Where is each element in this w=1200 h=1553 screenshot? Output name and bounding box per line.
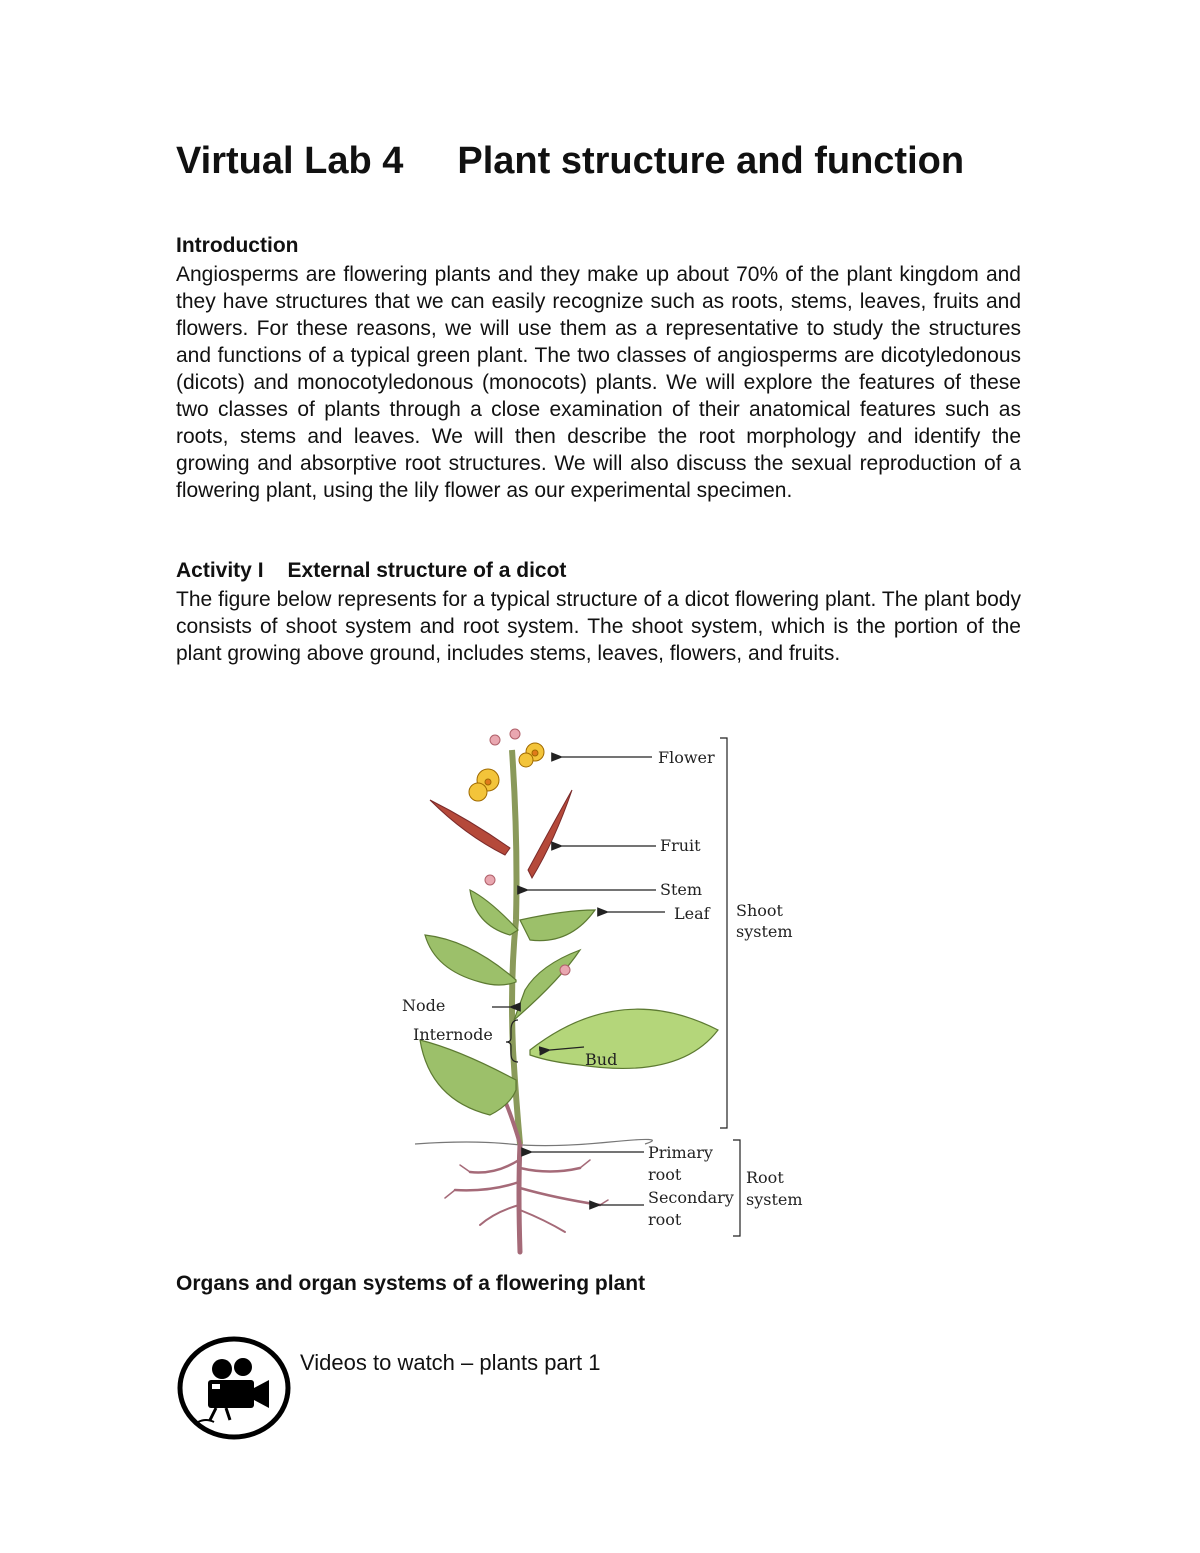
label-secondary-root-2: root [648,1210,682,1229]
label-shoot-system-1: Shoot [736,901,783,920]
activity-number: Activity I [176,559,264,582]
leaves-drawing [420,890,718,1115]
introduction-paragraph: Angiosperms are flowering plants and they make up about 70% of the plant kingdom and they have structures that we can easily recognize such as roots, stems, leaves, fruits and flowers. For these reasons, we will use them as a representative to study the structures and functions of a typical green plant. The two classes of angiosperms are dicotyledonous (dicots) and monocotyledonous (monocots) plants. We will explore the features of these two classes of plants through a close examination of their anatomical features such as roots, stems and leaves. We will then describe the root morphology and identify the growing and absorptive root structures. We will also discuss the sexual reproduction of a flowering plant, using the lily flower as our experimental specimen. [176,263,1021,502]
plant-diagram [380,720,820,1260]
label-secondary-root-1: Secondary [648,1188,734,1207]
videos-link[interactable]: Videos to watch – plants part 1 [300,1350,601,1375]
fruit-pods-drawing [430,790,572,878]
label-bud: Bud [585,1050,618,1069]
label-stem: Stem [660,880,703,899]
label-node: Node [402,996,446,1015]
figure-caption: Organs and organ systems of a flowering plant [176,1272,646,1295]
activity-paragraph: The figure below represents for a typical structure of a dicot flowering plant. The plant body consists of shoot system and root system. The shoot system, which is the portion of the plant growing above ground, includes stems, leaves, flowers, and fruits. [176,588,1021,665]
introduction-heading: Introduction [176,234,299,257]
title-topic: Plant structure and function [457,140,965,182]
label-fruit: Fruit [660,836,701,855]
label-flower: Flower [658,748,715,767]
activity-title: External structure of a dicot [287,559,567,582]
label-root-system-1: Root [746,1168,784,1187]
activity-heading [176,559,566,583]
page-title [176,140,964,183]
title-lab-number: Virtual Lab 4 [176,140,404,182]
label-root-system-2: system [746,1190,803,1209]
label-shoot-system-2: system [736,922,793,941]
label-internode: Internode [413,1025,493,1044]
label-leaf: Leaf [674,904,710,923]
label-primary-root-2: root [648,1165,682,1184]
ground-line [415,1139,652,1145]
root-system-drawing [445,1144,608,1252]
film-camera-icon [176,1336,292,1440]
label-primary-root-1: Primary [648,1143,713,1162]
